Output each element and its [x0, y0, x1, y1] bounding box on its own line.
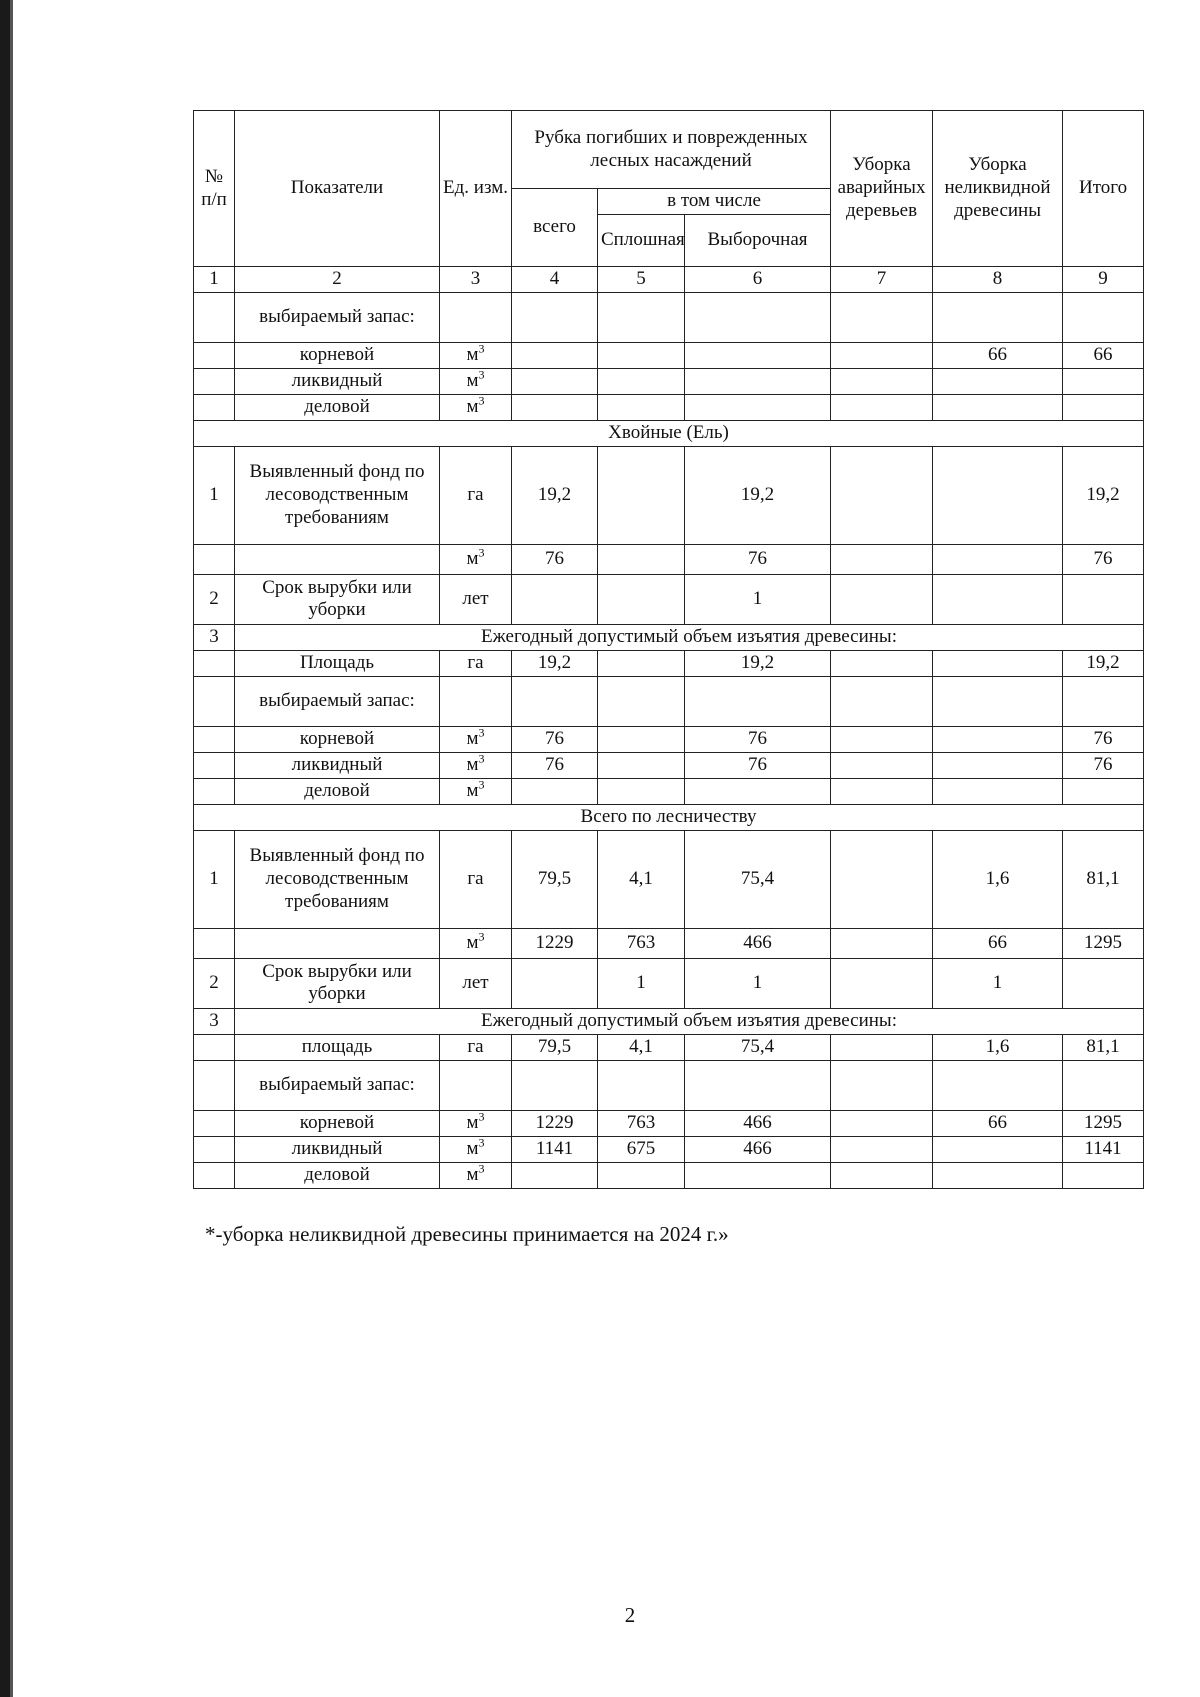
- table-row: [194, 650, 1144, 676]
- value-cell: 81,1: [1063, 1034, 1144, 1060]
- unit-cell: га: [440, 650, 512, 676]
- row-label: площадь: [235, 1034, 440, 1060]
- value-cell: [831, 928, 933, 958]
- value-cell: 81,1: [1063, 830, 1144, 928]
- section-header-row: [194, 804, 1144, 830]
- value-cell: [831, 1034, 933, 1060]
- colnum: 7: [831, 267, 933, 293]
- unit-cell: $м^3$: [440, 544, 512, 574]
- colnum: 2: [235, 267, 440, 293]
- value-cell: 76: [1063, 726, 1144, 752]
- value-cell: 66: [933, 1110, 1063, 1136]
- header-emergency: Уборка аварийных деревьев: [831, 111, 933, 267]
- value-cell: [933, 650, 1063, 676]
- colnum: 6: [685, 267, 831, 293]
- value-cell: [598, 544, 685, 574]
- header-selective: Выборочная: [685, 215, 831, 267]
- value-cell: 763: [598, 1110, 685, 1136]
- table-row: [194, 574, 1144, 624]
- row-label: Срок вырубки или уборки: [235, 574, 440, 624]
- unit-cell: $м^3$: [440, 752, 512, 778]
- table-row: [194, 544, 1144, 574]
- header-row-1: [194, 111, 1144, 189]
- value-cell: 1141: [512, 1136, 598, 1162]
- value-cell: 19,2: [685, 650, 831, 676]
- value-cell: 76: [512, 752, 598, 778]
- row-label: ликвидный: [235, 1136, 440, 1162]
- row-num: 1: [194, 446, 235, 544]
- value-cell: 1141: [1063, 1136, 1144, 1162]
- row-label: ликвидный: [235, 752, 440, 778]
- value-cell: [831, 446, 933, 544]
- value-cell: 76: [1063, 752, 1144, 778]
- header-including: в том числе: [598, 189, 831, 215]
- row-label: деловой: [235, 1162, 440, 1188]
- value-cell: 19,2: [512, 650, 598, 676]
- value-cell: 1295: [1063, 1110, 1144, 1136]
- value-cell: [933, 752, 1063, 778]
- colnum: 1: [194, 267, 235, 293]
- header-illiquid: Уборка неликвидной древесины: [933, 111, 1063, 267]
- row-label: деловой: [235, 778, 440, 804]
- unit-cell: $м^3$: [440, 342, 512, 368]
- unit-cell: га: [440, 830, 512, 928]
- colnum: 8: [933, 267, 1063, 293]
- row-label: Выявленный фонд по лесоводственным требованиям: [235, 446, 440, 544]
- table-row: [194, 292, 1144, 342]
- row-label: ликвидный: [235, 368, 440, 394]
- header-total-all: всего: [512, 189, 598, 267]
- value-cell: [831, 544, 933, 574]
- value-cell: [831, 958, 933, 1008]
- value-cell: 79,5: [512, 830, 598, 928]
- table-row: [194, 446, 1144, 544]
- unit-cell: $м^3$: [440, 726, 512, 752]
- value-cell: [933, 574, 1063, 624]
- value-cell: 66: [1063, 342, 1144, 368]
- table-row: [194, 368, 1144, 394]
- table-row: [194, 676, 1144, 726]
- unit-cell: $м^3$: [440, 1136, 512, 1162]
- footnote: *-уборка неликвидной древесины принимается на 2024 г.»: [205, 1222, 729, 1246]
- value-cell: 1229: [512, 1110, 598, 1136]
- value-cell: 466: [685, 1110, 831, 1136]
- table-row: [194, 394, 1144, 420]
- value-cell: [831, 830, 933, 928]
- value-cell: 76: [512, 726, 598, 752]
- row-label: корневой: [235, 726, 440, 752]
- value-cell: [512, 958, 598, 1008]
- value-cell: [831, 1110, 933, 1136]
- value-cell: [933, 1136, 1063, 1162]
- value-cell: [831, 574, 933, 624]
- unit-cell: лет: [440, 574, 512, 624]
- header-itogo: Итого: [1063, 111, 1144, 267]
- row-num: 2: [194, 574, 235, 624]
- table-row: [194, 958, 1144, 1008]
- unit-cell: $м^3$: [440, 1110, 512, 1136]
- value-cell: 76: [1063, 544, 1144, 574]
- table-row: [194, 830, 1144, 928]
- value-cell: [1063, 574, 1144, 624]
- table-row: [194, 1162, 1144, 1188]
- value-cell: [1063, 958, 1144, 1008]
- value-cell: 466: [685, 928, 831, 958]
- row-label: выбираемый запас:: [235, 292, 440, 342]
- value-cell: 1: [933, 958, 1063, 1008]
- value-cell: 76: [685, 544, 831, 574]
- value-cell: 19,2: [1063, 446, 1144, 544]
- row-num: 3: [194, 624, 235, 650]
- table-row: [194, 624, 1144, 650]
- unit-cell: $м^3$: [440, 1162, 512, 1188]
- value-cell: [598, 574, 685, 624]
- header-num: № п/п: [194, 111, 235, 267]
- value-cell: 1229: [512, 928, 598, 958]
- value-cell: 1,6: [933, 830, 1063, 928]
- value-cell: [512, 574, 598, 624]
- value-cell: [831, 1136, 933, 1162]
- value-cell: 1: [685, 958, 831, 1008]
- forest-table: [193, 110, 1144, 1189]
- row-label: Срок вырубки или уборки: [235, 958, 440, 1008]
- value-cell: 76: [512, 544, 598, 574]
- table-row: [194, 752, 1144, 778]
- value-cell: 763: [598, 928, 685, 958]
- table-row: [194, 928, 1144, 958]
- row-label: выбираемый запас:: [235, 1060, 440, 1110]
- table-row: [194, 1060, 1144, 1110]
- value-cell: 675: [598, 1136, 685, 1162]
- value-cell: [598, 726, 685, 752]
- unit-cell: га: [440, 1034, 512, 1060]
- colnum: 4: [512, 267, 598, 293]
- value-cell: 79,5: [512, 1034, 598, 1060]
- value-cell: 66: [933, 928, 1063, 958]
- table-row: [194, 778, 1144, 804]
- row-label: Площадь: [235, 650, 440, 676]
- value-cell: 19,2: [685, 446, 831, 544]
- table-row: [194, 726, 1144, 752]
- unit-cell: $м^3$: [440, 394, 512, 420]
- value-cell: 76: [685, 752, 831, 778]
- value-cell: 466: [685, 1136, 831, 1162]
- table-row: [194, 1136, 1144, 1162]
- value-cell: 1,6: [933, 1034, 1063, 1060]
- annual-volume-label: Ежегодный допустимый объем изъятия древесины:: [235, 624, 1144, 650]
- row-num: 1: [194, 830, 235, 928]
- value-cell: [598, 446, 685, 544]
- value-cell: [831, 650, 933, 676]
- header-indicator: Показатели: [235, 111, 440, 267]
- value-cell: [598, 752, 685, 778]
- colnum: 3: [440, 267, 512, 293]
- column-numbers-row: [194, 267, 1144, 293]
- value-cell: 1: [685, 574, 831, 624]
- value-cell: [831, 752, 933, 778]
- row-label: Выявленный фонд по лесоводственным требованиям: [235, 830, 440, 928]
- value-cell: [933, 544, 1063, 574]
- value-cell: 66: [933, 342, 1063, 368]
- table-row: [194, 1110, 1144, 1136]
- row-label: выбираемый запас:: [235, 676, 440, 726]
- value-cell: 75,4: [685, 830, 831, 928]
- colnum: 5: [598, 267, 685, 293]
- unit-cell: га: [440, 446, 512, 544]
- section-title: Всего по лесничеству: [194, 804, 1144, 830]
- unit-cell: $м^3$: [440, 368, 512, 394]
- value-cell: 75,4: [685, 1034, 831, 1060]
- value-cell: 4,1: [598, 830, 685, 928]
- row-label: корневой: [235, 342, 440, 368]
- value-cell: [933, 726, 1063, 752]
- row-label: деловой: [235, 394, 440, 420]
- unit-cell: лет: [440, 958, 512, 1008]
- header-felling: Рубка погибших и поврежденных лесных насаждений: [512, 111, 831, 189]
- header-solid: Сплошная: [598, 215, 685, 267]
- value-cell: 1295: [1063, 928, 1144, 958]
- unit-cell: $м^3$: [440, 928, 512, 958]
- scan-edge: [0, 0, 10, 1697]
- section-header-row: [194, 420, 1144, 446]
- table-row: [194, 1008, 1144, 1034]
- row-label: корневой: [235, 1110, 440, 1136]
- value-cell: 76: [685, 726, 831, 752]
- value-cell: 4,1: [598, 1034, 685, 1060]
- value-cell: 1: [598, 958, 685, 1008]
- scan-edge-shadow: [10, 0, 13, 1697]
- header-unit: Ед. изм.: [440, 111, 512, 267]
- value-cell: [598, 650, 685, 676]
- value-cell: 19,2: [512, 446, 598, 544]
- table-row: [194, 1034, 1144, 1060]
- value-cell: [831, 726, 933, 752]
- table-row: [194, 342, 1144, 368]
- annual-volume-label: Ежегодный допустимый объем изъятия древесины:: [235, 1008, 1144, 1034]
- value-cell: 19,2: [1063, 650, 1144, 676]
- colnum: 9: [1063, 267, 1144, 293]
- page-number: 2: [624, 1603, 636, 1627]
- section-title: Хвойные (Ель): [194, 420, 1144, 446]
- unit-cell: $м^3$: [440, 778, 512, 804]
- row-num: 2: [194, 958, 235, 1008]
- value-cell: [933, 446, 1063, 544]
- row-num: 3: [194, 1008, 235, 1034]
